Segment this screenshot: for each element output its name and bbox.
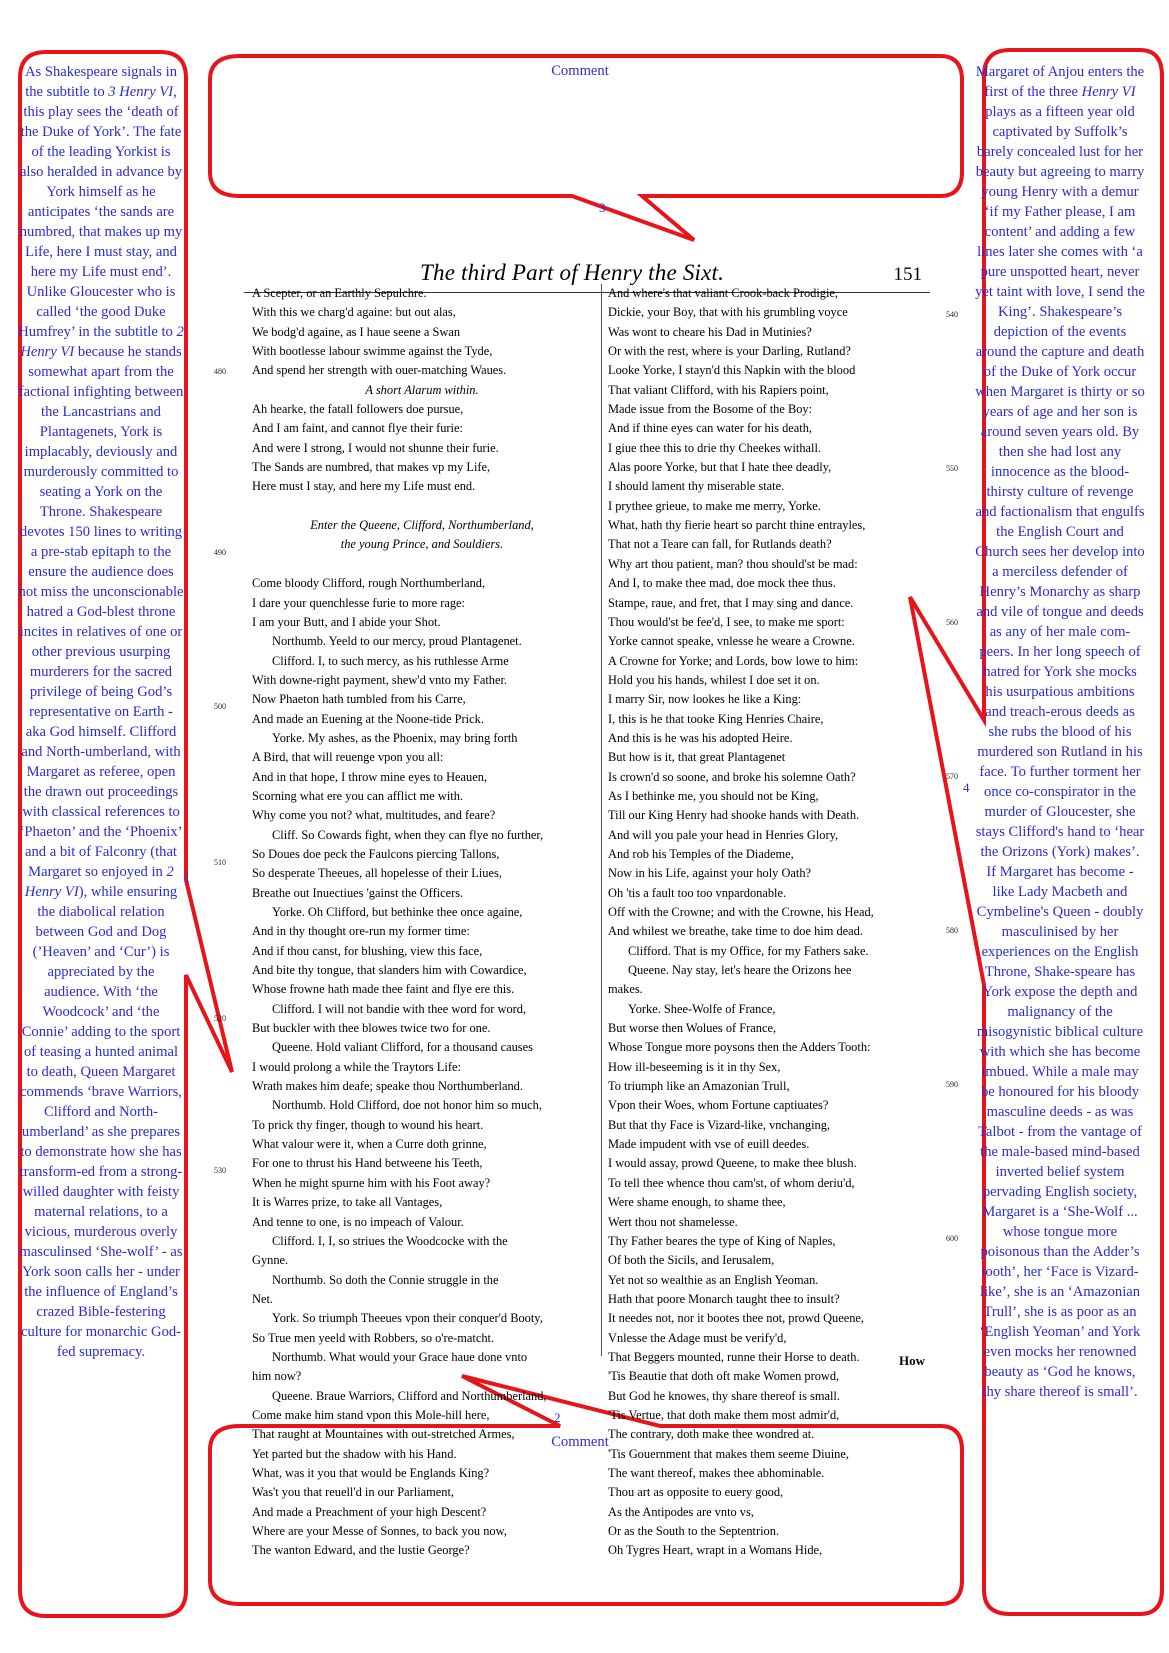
margin-line-number: 490	[214, 548, 226, 557]
play-line: Now Phaeton hath tumbled from his Carre,	[252, 692, 466, 707]
play-line: Stampe, raue, and fret, that I may sing and dance.	[608, 595, 854, 610]
play-line: And tenne to one, is no impeach of Valour.	[252, 1214, 464, 1229]
play-line: Where are your Messe of Sonnes, to back you now,	[252, 1524, 507, 1538]
play-line: How ill-beseeming is it in thy Sex,	[608, 1059, 781, 1074]
play-line: Why come you not? what, multitudes, and feare?	[252, 808, 496, 823]
play-line: A short Alarum within.	[365, 382, 479, 397]
play-line: I giue thee this to drie thy Cheekes withall.	[608, 440, 822, 455]
play-line: Northumb. What would your Grace haue done vnto	[272, 1349, 528, 1364]
play-line: makes.	[608, 982, 643, 997]
margin-line-number: 500	[214, 702, 226, 711]
play-line: Thou would'st be fee'd, I see, to make me sport:	[608, 614, 845, 629]
play-line: Vpon their Woes, whom Fortune captiuates?	[608, 1098, 829, 1113]
page-title: The third Part of Henry the Sixt.	[420, 260, 725, 285]
play-line: Clifford. I will not bandie with thee word for word,	[272, 1001, 527, 1016]
play-line: Looke Yorke, I stayn'd this Napkin with the blood	[608, 363, 856, 378]
play-line: Scorning what ere you can afflict me with.	[252, 788, 464, 803]
play-line: Here must I stay, and here my Life must end.	[252, 479, 476, 494]
play-line: 'Tis Vertue, that doth make them most admir'd,	[608, 1407, 840, 1422]
play-line: Or with the rest, where is your Darling, Rutland?	[608, 344, 851, 359]
play-line: Net.	[252, 1291, 273, 1306]
play-line: Off with the Crowne; and with the Crowne, his Head,	[608, 905, 874, 919]
left-commentary: As Shakespeare signals in the subtitle to 3 Henry VI, this play sees the ‘death of the Duke of York’. The fate of the leading Yorkist is also heralded in advance by York himself as he anticipates ‘the sands are numbred, that makes up my Life, here I must stay, and here my Life must end’. Unlike Gloucester who is called ‘the good Duke Humfrey’ in the subtitle to 2 Henry VI because he stands somewhat apart from the factional infighting between the Lancastrians and Plantagenets, York is implacably, deviously and murderously committed to seating a York on the Throne. Shakespeare devotes 150 lines to writing a pre-stab epitaph to the ensure the audience does not miss the unconscionable hatred a God-blest throne incites in relatives of one or other previous usurping murderers for the sacred privilege of being God’s representative on Earth - aka God himself. Clifford and North-umberland, with Margaret as referee, open the drawn out proceedings with classical references to ‘Phaeton’ and the ‘Phoenix’ and a bit of Falconry (that Margaret so enjoyed in 2 Henry VI), while ensuring the diabolical relation between God and Dog (’Heaven’ and ‘Cur’) is appreciated by the audience. With ‘the Woodcock’ and ‘the Connie’ adding to the sport of teasing a hunted animal to death, Queen Margaret commends ‘brave Warriors, Clifford and North-umberland’ as she prepares to demonstrate how she has transform-ed from a strong-willed daughter with feisty maternal relations, to a vicious, murderous overly masculinsed ‘She-wolf’ - as York soon calls her - under the influence of England’s crazed Bible-festering culture for monarchic God-fed supremacy.	[18, 64, 184, 1360]
play-line: Yet not so wealthie as an English Yeoman.	[608, 1272, 819, 1287]
play-line: Till our King Henry had shooke hands with Death.	[608, 808, 860, 823]
play-line: Queene. Braue Warriors, Clifford and Northumberland,	[272, 1388, 547, 1403]
play-line: Dickie, your Boy, that with his grumbling voyce	[608, 305, 848, 320]
play-line: For one to thrust his Hand betweene his Teeth,	[252, 1156, 483, 1171]
play-text-left-column	[252, 284, 592, 1561]
play-line: But buckler with thee blowes twice two for one.	[252, 1021, 491, 1036]
margin-line-number: 590	[946, 1080, 958, 1089]
play-line: And where's that valiant Crook-back Prodigie,	[608, 286, 839, 300]
play-line: As the Antipodes are vnto vs,	[608, 1504, 754, 1519]
play-line	[252, 497, 592, 516]
play-line: And this is he was his adopted Heire.	[608, 730, 793, 745]
play-line: Yorke. Shee-Wolfe of France,	[628, 1001, 776, 1016]
margin-line-number: 510	[214, 858, 226, 867]
play-line: Northumb. So doth the Connie struggle in the	[272, 1272, 499, 1287]
play-line: The want thereof, makes thee abhominable.	[608, 1465, 825, 1480]
play-line: With bootlesse labour swimme against the Tyde,	[252, 344, 493, 359]
play-line: Gynne.	[252, 1253, 289, 1268]
play-line: Yorke cannot speake, vnlesse he weare a Crowne.	[608, 634, 855, 649]
play-line: Is crown'd so soone, and broke his solemne Oath?	[608, 769, 856, 784]
play-line: Was wont to cheare his Dad in Mutinies?	[608, 324, 812, 339]
play-line: And if thou canst, for blushing, view this face,	[252, 943, 483, 958]
play-line: Clifford. That is my Office, for my Fathers sake.	[628, 943, 869, 958]
play-line: Oh Tygres Heart, wrapt in a Womans Hide,	[608, 1543, 823, 1558]
play-line: But worse then Wolues of France,	[608, 1021, 777, 1036]
play-line: And I, to make thee mad, doe mock thee thus.	[608, 576, 836, 591]
play-line: I would assay, prowd Queene, to make thee blush.	[608, 1156, 857, 1171]
top-bubble-label: Comment	[551, 63, 609, 79]
play-line: That valiant Clifford, with his Rapiers point,	[608, 382, 829, 397]
play-line: We bodg'd againe, as I haue seene a Swan	[252, 324, 461, 339]
play-line: Wrath makes him deafe; speake thou Northumberland.	[252, 1079, 523, 1094]
play-line: Vnlesse the Adage must be verify'd,	[608, 1330, 787, 1345]
play-line: That raught at Mountaines with out-stretched Armes,	[252, 1427, 515, 1442]
play-line: Ah hearke, the fatall followers doe pursue,	[252, 402, 464, 417]
margin-line-number: 560	[946, 618, 958, 627]
play-line: A Bird, that will reuenge vpon you all:	[252, 750, 444, 765]
play-line: Whose frowne hath made thee faint and flye ere this.	[252, 982, 515, 997]
play-line: Yorke. Oh Clifford, but bethinke thee once againe,	[272, 905, 523, 919]
right-commentary: Margaret of Anjou enters the first of the three Henry VI plays as a fifteen year old captivated by Suffolk’s barely concealed lust for her beauty but agreeing to marry young Henry with a demur ‘if my Father please, I am content’ and adding a few lines later she comes with ‘a pure unspotted heart, never yet taint with love, I send the King’. Shakespeare’s depiction of the events around the capture and death of the Duke of York occur when Margaret is thirty or so years of age and her son is around seven years old. By then she had lost any innocence as the blood-thirsty culture of revenge and factionalism that engulfs the English Court and Church sees her develop into a merciless defender of Henry’s Monarchy as sharp and vile of tongue and deeds as any of her male com-peers. In her long speech of hatred for York she mocks his usurpatious ambitions and treach-erous deeds as she rubs the blood of his murdered son Rutland in his face. To further torment her once co-conspirator in the murder of Gloucester, she stays Clifford's hand to ‘hear the Orizons (York) makes’. If Margaret has become - like Lady Macbeth and Cymbeline's Queen - doubly masculinised by her experiences on the English Throne, Shake-speare has York expose the depth and malignancy of the misogynistic biblical culture with which she has become imbued. While a male may be honoured for his bloody masculine deeds - as was Talbot - from the vantage of the male-based mind-based inverted belief system pervading English society, Margaret is a ‘She-Wolf ... whose tongue more poisonous than the Adder’s tooth’, her ‘Face is Vizard-like’, she is an ‘Amazonian Trull’, she is as poor as an ‘English Yeoman’ and York even mocks her renowned beauty as ‘God he knows, thy share thereof is small’.	[975, 64, 1145, 1400]
play-line: I would prolong a while the Traytors Life:	[252, 1059, 461, 1074]
play-line: Clifford. I, to such mercy, as his ruthlesse Arme	[272, 653, 509, 668]
play-line: Or as the South to the Septentrion.	[608, 1524, 780, 1538]
play-line: him now?	[252, 1369, 302, 1384]
play-line: A Crowne for Yorke; and Lords, bow lowe to him:	[608, 653, 859, 668]
page-number: 151	[893, 264, 922, 285]
play-line: As I bethinke me, you should not be King,	[608, 788, 819, 803]
play-line: The wanton Edward, and the lustie George?	[252, 1543, 470, 1558]
play-line: I prythee grieue, to make me merry, Yorke.	[608, 498, 821, 513]
play-line: Enter the Queene, Clifford, Northumberland,	[310, 518, 534, 533]
bubble-number-3: 3	[599, 200, 606, 215]
play-line: What valour were it, when a Curre doth grinne,	[252, 1137, 487, 1152]
bubble-number-1: 1	[184, 870, 191, 885]
play-line	[252, 555, 592, 574]
play-line: And whilest we breathe, take time to doe him dead.	[608, 924, 863, 939]
play-line: Come bloody Clifford, rough Northumberland,	[252, 576, 486, 591]
play-line: And bite thy tongue, that slanders him with Cowardice,	[252, 963, 527, 978]
play-line: But that thy Face is Vizard-like, vnchanging,	[608, 1117, 831, 1132]
play-line: 'Tis Gouernment that makes them seeme Diuine,	[608, 1446, 849, 1461]
play-line: The Sands are numbred, that makes vp my Life,	[252, 460, 491, 475]
play-line: That Beggers mounted, runne their Horse to death.	[608, 1349, 860, 1364]
play-line: 'Tis Beautie that doth oft make Women prowd,	[608, 1369, 840, 1384]
play-line: The contrary, doth make thee wondred at.	[608, 1427, 815, 1442]
margin-line-number: 580	[946, 926, 958, 935]
play-line: What, was it you that would be Englands King?	[252, 1465, 490, 1480]
play-line: Queene. Hold valiant Clifford, for a thousand causes	[272, 1040, 533, 1055]
play-line: Yorke. My ashes, as the Phoenix, may bring forth	[272, 730, 518, 745]
play-line: To tell thee whence thou cam'st, of whom deriu'd,	[608, 1175, 855, 1190]
play-line: And if thine eyes can water for his death,	[608, 421, 813, 436]
bottom-bubble-label: Comment	[551, 1434, 609, 1450]
play-line: Of both the Sicils, and Ierusalem,	[608, 1253, 775, 1268]
top-bubble-outline	[210, 56, 962, 240]
margin-line-number: 530	[214, 1166, 226, 1175]
play-line: It needes not, nor it bootes thee not, prowd Queene,	[608, 1311, 865, 1326]
column-divider	[601, 284, 602, 1356]
play-line: When he might spurne him with his Foot away?	[252, 1175, 491, 1190]
play-line: So True men yeeld with Robbers, so o're-matcht.	[252, 1330, 495, 1345]
play-line: I dare your quenchlesse furie to more rage:	[252, 595, 465, 610]
play-line: With this we charg'd againe: but out alas,	[252, 305, 456, 320]
play-line: Thy Father beares the type of King of Naples,	[608, 1233, 836, 1248]
play-line: Was't you that reuell'd in our Parliament,	[252, 1485, 455, 1500]
play-line: Clifford. I, I, so striues the Woodcocke with the	[272, 1233, 508, 1248]
play-line: So desperate Theeues, all hopelesse of their Liues,	[252, 866, 502, 881]
play-line: That not a Teare can fall, for Rutlands death?	[608, 537, 832, 552]
play-line: Made impudent with vse of euill deedes.	[608, 1137, 810, 1152]
play-line: And were I strong, I would not shunne their furie.	[252, 440, 499, 455]
play-line: Now in his Life, against your holy Oath?	[608, 866, 812, 881]
play-line: I am your Butt, and I abide your Shot.	[252, 614, 441, 629]
play-line: With downe-right payment, shew'd vnto my Father.	[252, 672, 508, 687]
play-line: To triumph like an Amazonian Trull,	[608, 1079, 790, 1094]
play-line: Made issue from the Bosome of the Boy:	[608, 402, 813, 417]
play-line: the young Prince, and Souldiers.	[340, 537, 504, 552]
play-line: And made a Preachment of your high Descent?	[252, 1504, 487, 1519]
bubble-number-4: 4	[963, 780, 970, 795]
play-line: Why art thou patient, man? thou should'st be mad:	[608, 556, 858, 571]
play-text-right-column	[608, 284, 942, 1561]
play-line: I marry Sir, now lookes he like a King:	[608, 692, 802, 707]
bubble-number-2: 2	[554, 1410, 561, 1425]
play-line: And rob his Temples of the Diademe,	[608, 846, 794, 861]
play-line: Northumb. Hold Clifford, doe not honor him so much,	[272, 1098, 542, 1113]
play-line: And spend her strength with ouer-matching Waues.	[252, 363, 507, 378]
play-line: Northumb. Yeeld to our mercy, proud Plantagenet.	[272, 634, 522, 649]
play-line: Yet parted but the shadow with his Hand.	[252, 1446, 457, 1461]
play-line: Whose Tongue more poysons then the Adders Tooth:	[608, 1040, 871, 1055]
play-line: Hath that poore Monarch taught thee to insult?	[608, 1291, 840, 1306]
margin-line-number: 550	[946, 464, 958, 473]
play-line: A Scepter, or an Earthly Sepulchre.	[252, 286, 427, 300]
play-line: Oh 'tis a fault too too vnpardonable.	[608, 885, 787, 900]
play-line: What, hath thy fierie heart so parcht thine entrayles,	[608, 518, 866, 533]
play-line: And in that hope, I throw mine eyes to Heauen,	[252, 769, 488, 784]
play-line: So Doues doe peck the Faulcons piercing Tallons,	[252, 846, 500, 861]
play-line: Alas poore Yorke, but that I hate thee deadly,	[608, 460, 832, 475]
play-line: Hold you his hands, whilest I doe set it on.	[608, 672, 820, 687]
play-line: And made an Euening at the Noone-tide Prick.	[252, 711, 484, 726]
play-line: Breathe out Inuectiues 'gainst the Officers.	[252, 885, 464, 900]
play-line: And I am faint, and cannot flye their furie:	[252, 421, 463, 436]
play-line: Thou art as opposite to euery good,	[608, 1485, 784, 1500]
margin-line-number: 570	[946, 772, 958, 781]
play-line: But God he knowes, thy share thereof is small.	[608, 1388, 840, 1403]
play-line: Come make him stand vpon this Mole-hill here,	[252, 1407, 490, 1422]
play-line: But how is it, that great Plantagenet	[608, 750, 786, 765]
play-line: Queene. Nay stay, let's heare the Orizons hee	[628, 963, 852, 978]
margin-line-number: 540	[946, 310, 958, 319]
catchword: How	[899, 1353, 925, 1368]
play-line: And in thy thought ore-run my former time:	[252, 924, 470, 939]
play-line: I should lament thy miserable state.	[608, 479, 785, 494]
play-line: Wert thou not shamelesse.	[608, 1214, 738, 1229]
play-line: And will you pale your head in Henries Glory,	[608, 827, 839, 842]
play-line: It is Warres prize, to take all Vantages,	[252, 1195, 443, 1210]
play-line: I, this is he that tooke King Henries Chaire,	[608, 711, 824, 726]
play-line: York. So triumph Theeues vpon their conquer'd Booty,	[272, 1311, 543, 1326]
play-line: To prick thy finger, though to wound his heart.	[252, 1117, 484, 1132]
margin-line-number: 480	[214, 367, 226, 376]
play-line: Cliff. So Cowards fight, when they can flye no further,	[272, 827, 544, 842]
margin-line-number: 600	[946, 1234, 958, 1243]
margin-line-number: 520	[214, 1014, 226, 1023]
play-line: Were shame enough, to shame thee,	[608, 1195, 786, 1210]
